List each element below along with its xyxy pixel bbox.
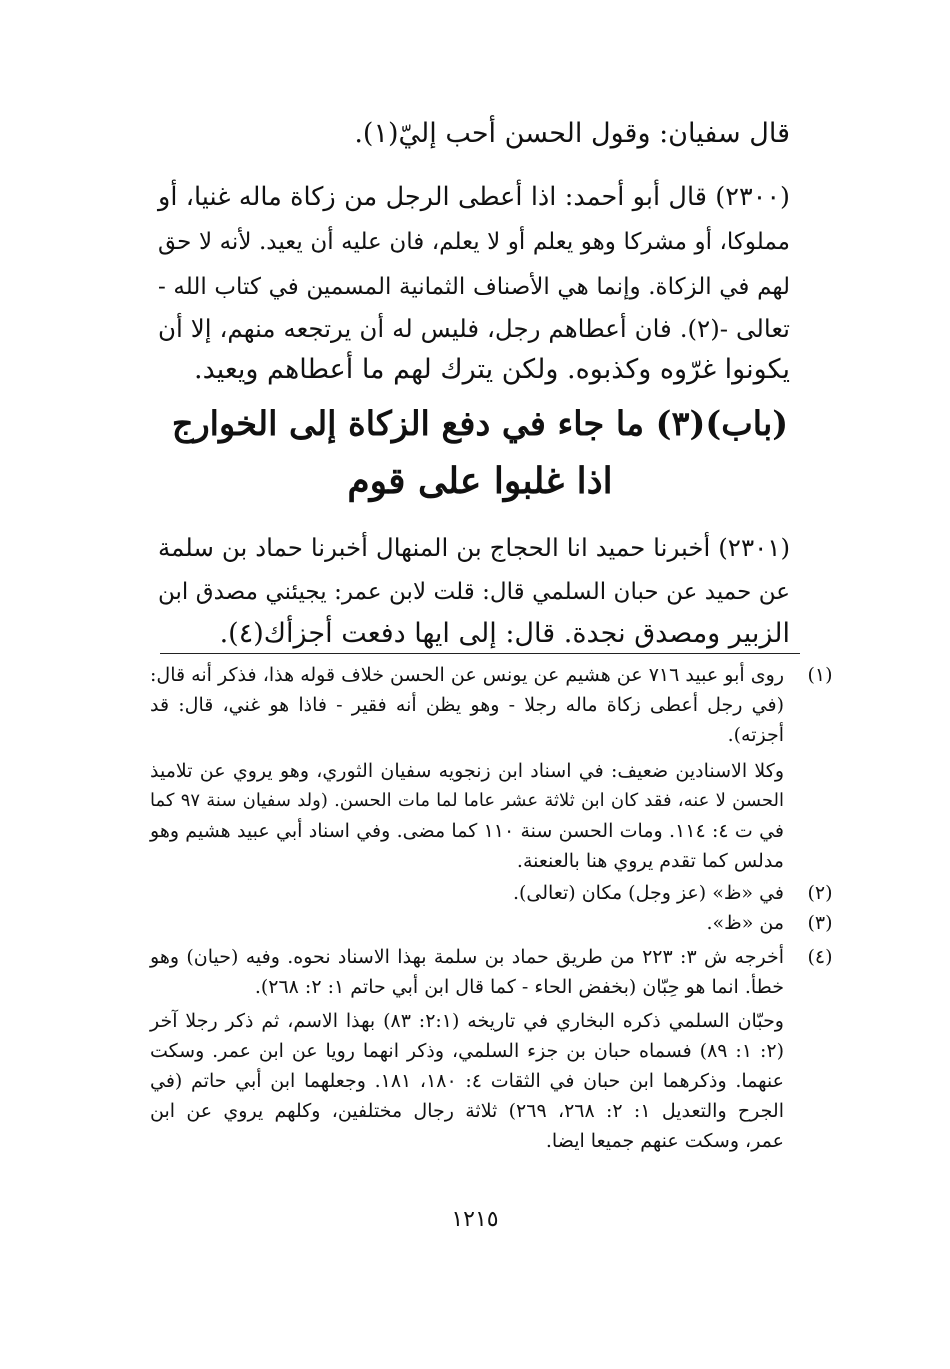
- footnote-line: في ت ٤: ١١٤. ومات الحسن سنة ١١٠ كما مضى. وفي اسناد أبي عبيد هشيم وهو: [150, 820, 784, 842]
- paragraph-line: مملوكا، أو مشركا وهو يعلم أو لا يعلم، فان عليه أن يعيد. لأنه لا حق: [158, 229, 790, 255]
- paragraph-line: يكونوا غرّوه وكذبوه. ولكن يترك لهم ما أعطاهم ويعيد.: [193, 354, 790, 385]
- footnote-1: [150, 660, 840, 880]
- footnote-2: [150, 878, 840, 908]
- opening-line: قال سفيان: وقول الحسن أحب إليّ(١).: [354, 118, 790, 149]
- footnote-line: (في رجل أعطى زكاة ماله رجلا - وهو يظن أنه فقير - فاذا هو غني، قال: قد: [150, 694, 784, 716]
- footnote-separator: [160, 653, 800, 654]
- footnote-line: عنهما. وذكرهما ابن حبان في الثقات ٤: ١٨٠، ١٨١. وجعلهما ابن أبي حاتم (في: [150, 1070, 784, 1092]
- footnote-line: أجزته).: [727, 724, 784, 746]
- footnote-line: من «ظ».: [706, 912, 784, 934]
- footnote-line: وكلا الاسنادين ضعيف: في اسناد ابن زنجويه سفيان الثوري، وهو يروي عن تلاميذ: [150, 760, 784, 782]
- footnote-number: (٣): [807, 912, 833, 934]
- footnote-line: أخرجه ش ٣: ٢٢٣ من طريق حماد بن سلمة بهذا الاسناد نحوه. وفيه (حيان) وهو: [150, 946, 784, 968]
- paragraph-line: الزبير ومصدق نجدة. قال: إلى ايها دفعت أجزأك(٤).: [219, 618, 790, 649]
- footnote-4: [150, 942, 840, 1162]
- page-number: ١٢١٥: [451, 1207, 499, 1232]
- paragraph-line: (٢٣٠٠) قال أبو أحمد: اذا أعطى الرجل من زكاة ماله غنيا، أو: [158, 182, 790, 212]
- footnote-line: خطأ. انما هو حِبّان (بخفض الحاء - كما قال ابن أبي حاتم ١: ٢: ٢٦٨).: [254, 976, 784, 998]
- footnote-number: (٤): [807, 946, 833, 968]
- footnote-line: روى أبو عبيد ٧١٦ عن هشيم عن يونس عن الحسن خلاف قوله هذا، فذكر أنه قال:: [150, 664, 785, 686]
- footnote-line: وحبّان السلمي ذكره البخاري في تاريخه (٢:١: ٨٣) بهذا الاسم، ثم ذكر رجلا آخر: [150, 1010, 784, 1032]
- paragraph-line: (٢٣٠١) أخبرنا حميد انا الحجاج بن المنهال أخبرنا حماد بن سلمة: [158, 533, 790, 562]
- footnote-3: [150, 908, 840, 938]
- paragraph-line: لهم في الزكاة. وإنما هي الأصناف الثمانية المسمين في كتاب الله -: [158, 274, 790, 300]
- footnote-number: (١): [807, 664, 833, 686]
- footnote-line: (٢: ١: ٨٩) فسماه حبان بن جزء السلمي، وذكر انهما رويا عن ابن عمر. وسكت: [150, 1040, 784, 1062]
- chapter-title-line: (باب)(٣) ما جاء في دفع الزكاة إلى الخوارج: [171, 404, 789, 443]
- footnote-line: عمر، وسكت عنهم جميعا ايضا.: [545, 1130, 784, 1152]
- paragraph-line: عن حميد عن حبان السلمي قال: قلت لابن عمر: يجيئني مصدق ابن: [158, 579, 790, 605]
- footnote-line: الجرح والتعديل ١: ٢: ٢٦٨، ٢٦٩) ثلاثة رجال مختلفين، وكلهم يروي عن ابن: [150, 1100, 784, 1122]
- footnote-line: مدلس كما تقدم يروي هنا بالعنعنة.: [516, 850, 784, 872]
- footnote-line: في «ظ» (عز وجل) مكان (تعالى).: [512, 882, 784, 904]
- footnote-line: الحسن لا عنه، فقد كان ابن ثلاثة عشر عاما لما مات الحسن. (ولد سفيان سنة ٩٧ كما: [150, 790, 784, 811]
- paragraph-line: تعالى -(٢). فان أعطاهم رجل، فليس له أن يرتجعه منهم، إلا أن: [158, 314, 790, 343]
- chapter-title-line: اذا غلبوا على قوم: [347, 460, 613, 502]
- footnote-number: (٢): [807, 882, 833, 904]
